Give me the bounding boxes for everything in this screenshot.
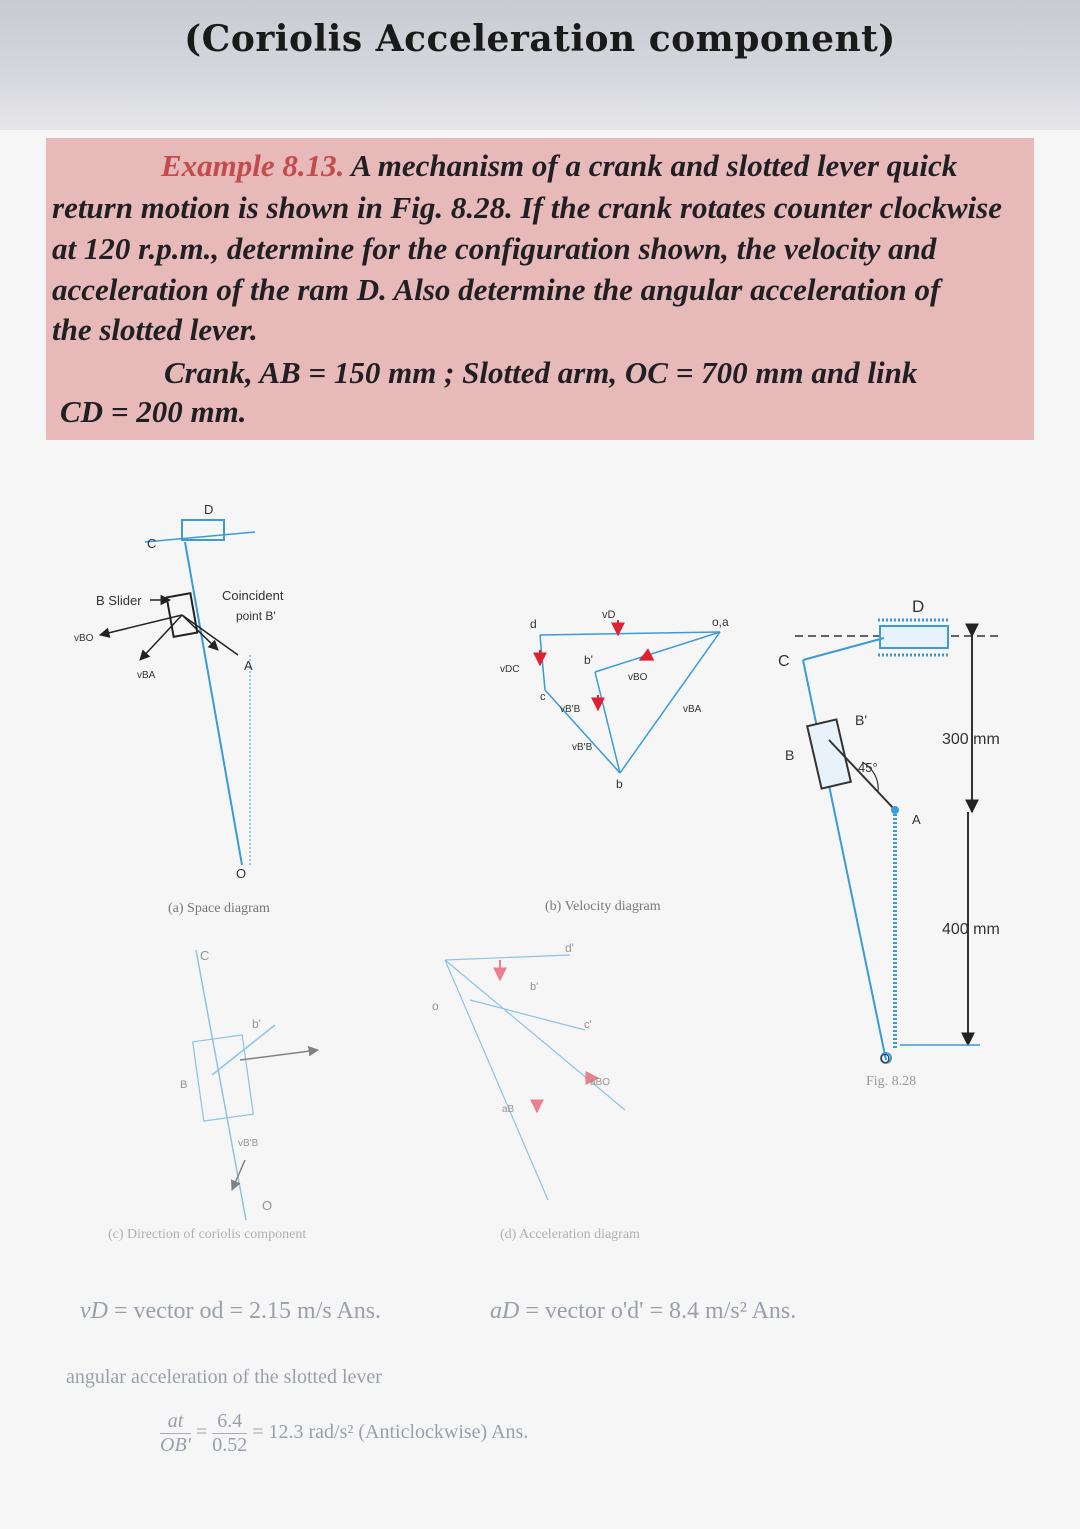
acc-line-1	[445, 955, 570, 960]
acc-label-o: o	[432, 999, 439, 1013]
example-statement	[46, 138, 1034, 440]
space-label-c: C	[147, 536, 157, 551]
acc-label-ab: aB	[502, 1104, 515, 1115]
example-line-5: the slotted lever.	[52, 312, 258, 347]
ram-d	[880, 626, 948, 648]
space-label-coincident: Coincident	[222, 588, 284, 603]
example-line-7: CD = 200 mm.	[60, 394, 247, 429]
vel-label-vbpb: vB'B	[572, 742, 593, 753]
frac-den: OB'	[160, 1434, 191, 1456]
cor-label-c: C	[200, 948, 210, 963]
example-line-4: acceleration of the ram D. Also determine the angular acceleration of	[52, 272, 941, 307]
frac2-den: 0.52	[212, 1434, 248, 1456]
frac-num: at	[160, 1410, 191, 1434]
vel-line-d-oa	[540, 632, 720, 635]
acc-line-3	[445, 960, 548, 1200]
slotted-lever-oc	[803, 660, 886, 1060]
coriolis-slider	[193, 1035, 254, 1121]
result-vd-symbol: vD	[80, 1298, 108, 1324]
result-ad-symbol: aD	[490, 1298, 520, 1324]
angular-formula: $\frac{at}{OB'}$ = $\frac{6.4}{0.52}$ = 12.3 rad/s² (Anticlockwise) Ans.	[160, 1410, 529, 1456]
vel-label-vba: vBA	[683, 704, 702, 715]
coriolis-arrow-2	[232, 1160, 245, 1190]
space-label-point: point B'	[236, 609, 276, 623]
vel-line-oa-b	[620, 632, 720, 773]
crank-ab	[182, 615, 238, 655]
vel-label-d: d	[530, 617, 537, 631]
coriolis-arrow-1	[240, 1050, 318, 1060]
velocity-caption: (b) Velocity diagram	[545, 899, 661, 914]
vel-label-vbb: vB'B	[560, 704, 581, 715]
acc-line-4	[470, 1000, 585, 1030]
example-line-1: Example 8.13. A mechanism of a crank and slotted lever quick	[161, 148, 958, 183]
example-line-3: at 120 r.p.m., determine for the configuration shown, the velocity and	[52, 231, 937, 266]
vba-arrow	[140, 615, 182, 660]
cor-label-bprime: b'	[252, 1017, 261, 1031]
vel-label-vbo: vBO	[628, 672, 648, 683]
slider-block-b	[807, 719, 851, 788]
mechanism-figure	[0, 460, 1080, 1260]
coriolis-caption: (c) Direction of coriolis component	[108, 1227, 307, 1242]
vel-line-c-b	[545, 690, 620, 773]
link-cd	[803, 638, 884, 660]
space-label-a: A	[244, 658, 253, 673]
coriolis-diagram	[108, 948, 318, 1242]
acc-label-bprime: b'	[530, 981, 539, 993]
pivot-a	[891, 806, 899, 814]
vbo-arrow	[100, 615, 182, 635]
space-label-d: D	[204, 502, 214, 517]
mech-label-o: O	[880, 1051, 891, 1066]
mech-label-b: B	[785, 747, 795, 763]
vb-arrow	[182, 615, 218, 650]
coriolis-crank	[212, 1025, 275, 1075]
coriolis-lever	[196, 950, 246, 1220]
example-line-6: Crank, AB = 150 mm ; Slotted arm, OC = 700 mm and link	[164, 355, 918, 390]
result-vd-text: = vector od = 2.15 m/s Ans.	[113, 1298, 382, 1324]
acc-label-abo: aBO	[590, 1077, 611, 1088]
example-line-2: return motion is shown in Fig. 8.28. If the crank rotates counter clockwise	[52, 190, 1002, 225]
accel-caption: (d) Acceleration diagram	[500, 1227, 640, 1242]
vel-label-vdc: vDC	[500, 664, 520, 675]
space-diagram	[74, 502, 284, 916]
dim-300-label: 300 mm	[942, 731, 1000, 748]
vel-label-c: c	[540, 691, 546, 703]
result-ad-text: = vector o'd' = 8.4 m/s² Ans.	[525, 1298, 797, 1324]
space-label-vbo: vBO	[74, 633, 94, 644]
acceleration-diagram	[432, 941, 640, 1242]
mech-label-d: D	[912, 597, 925, 616]
frac2-num: 6.4	[212, 1410, 247, 1434]
angular-label: angular acceleration of the slotted lever	[66, 1366, 382, 1388]
cor-label-vbb: vB'B	[238, 1138, 259, 1149]
angular-result: = 12.3 rad/s² (Anticlockwise) Ans.	[252, 1421, 529, 1444]
mechanism-diagram	[778, 597, 1000, 1089]
acc-label-cprime: c'	[584, 1019, 592, 1031]
mech-label-a: A	[912, 812, 921, 827]
cor-label-o: O	[262, 1198, 273, 1213]
dim-400-label: 400 mm	[942, 921, 1000, 938]
space-label-vba: vBA	[137, 670, 156, 681]
cor-label-b: B	[180, 1079, 188, 1091]
results-section	[0, 1270, 1080, 1520]
mech-label-c: C	[778, 653, 790, 670]
page-title: (Coriolis Acceleration component)	[184, 18, 896, 60]
mech-label-bprime: B'	[855, 712, 868, 728]
vel-line-oa-bprime	[595, 632, 720, 672]
acc-label-dprime: d'	[565, 941, 574, 955]
result-vd	[80, 1298, 381, 1325]
space-label-o: O	[236, 866, 247, 881]
fig-label: Fig. 8.28	[866, 1074, 917, 1089]
vel-label-b: b	[616, 777, 623, 791]
space-caption: (a) Space diagram	[168, 901, 270, 916]
vel-label-bprime: b'	[584, 653, 593, 667]
velocity-diagram	[500, 609, 729, 914]
vel-label-oa: o,a	[712, 615, 729, 629]
vel-line-bprime-b	[595, 672, 620, 773]
example-label: Example 8.13.	[161, 148, 345, 183]
space-label-slider: B Slider	[96, 593, 142, 608]
mech-label-angle: 45°	[858, 760, 878, 775]
result-ad	[490, 1298, 796, 1325]
vel-label-vd: vD	[602, 609, 616, 621]
